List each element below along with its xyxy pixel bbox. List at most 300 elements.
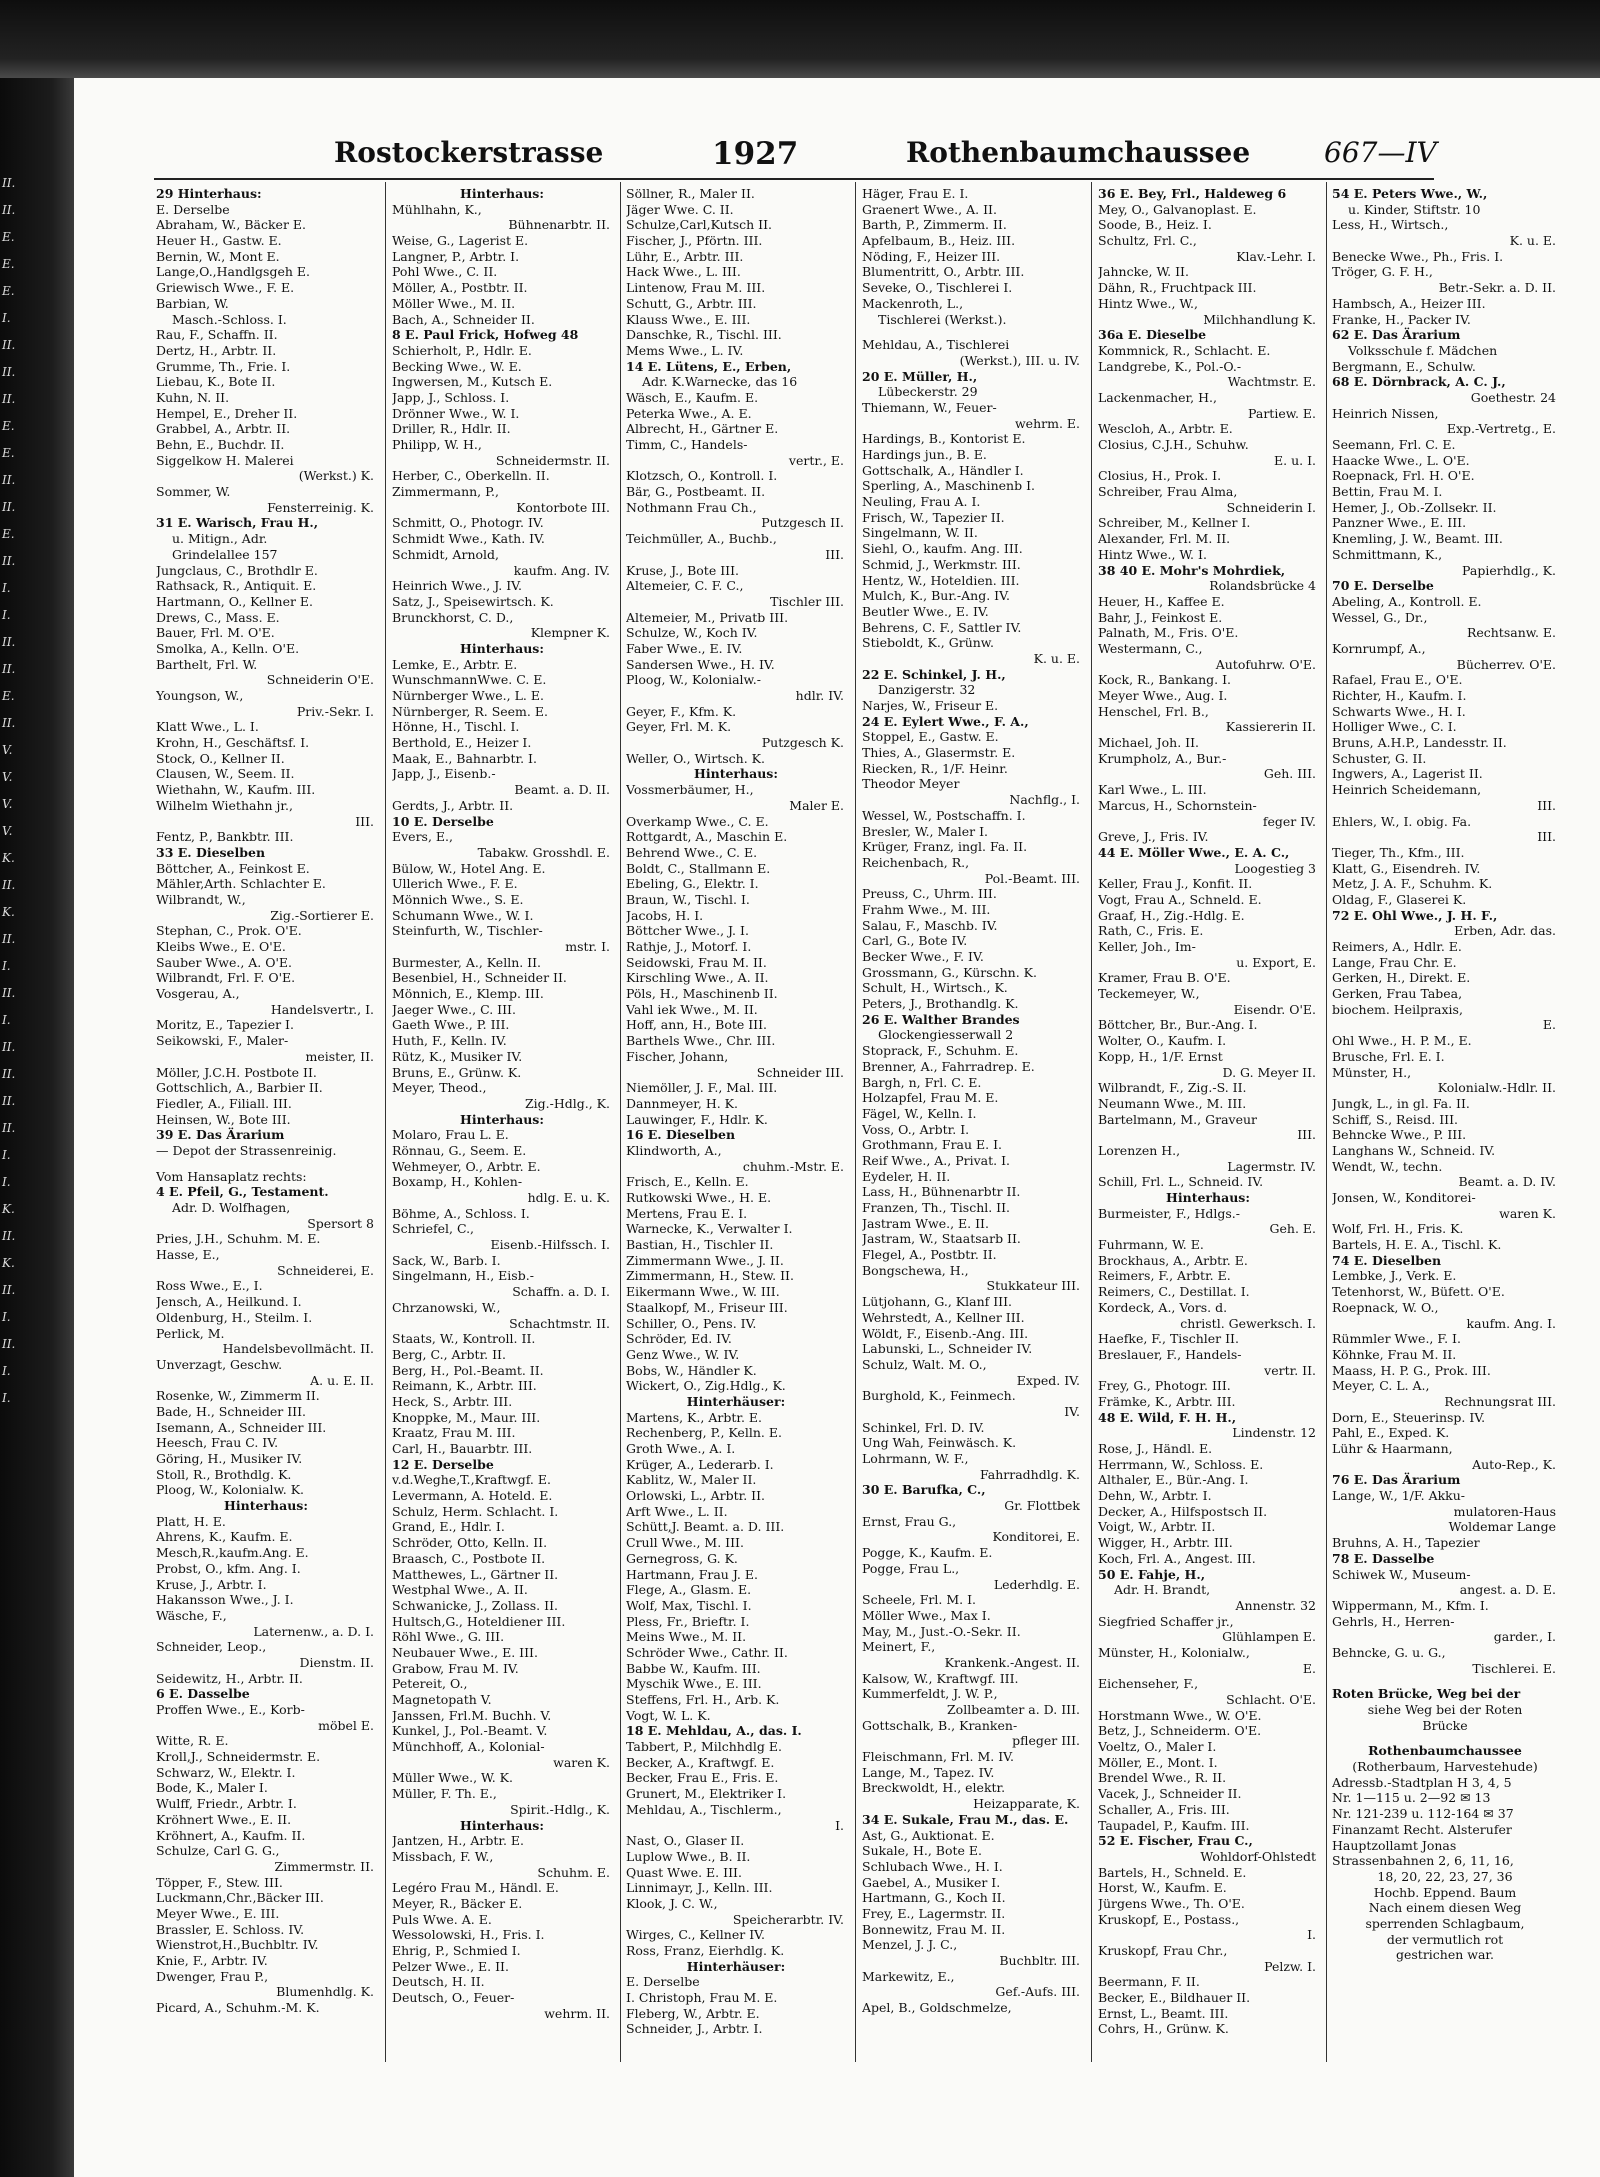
directory-entry: Becker, E., Bildhauer II. bbox=[1098, 1990, 1251, 2006]
directory-entry: Barth, P., Zimmerm. II. bbox=[862, 217, 1007, 233]
directory-entry: Krankenk.-Angest. II. bbox=[944, 1654, 1080, 1670]
directory-entry: Flege, A., Glasm. E. bbox=[626, 1582, 752, 1598]
column-5 bbox=[1098, 186, 1318, 2037]
entry-heading: 8 E. Paul Frick, Hofweg 48 bbox=[392, 327, 579, 343]
directory-entry: Kraatz, Frau M. III. bbox=[392, 1425, 516, 1441]
directory-entry: Overkamp Wwe., C. E. bbox=[626, 813, 769, 829]
directory-entry: Kunkel, J., Pol.-Beamt. V. bbox=[392, 1723, 548, 1739]
directory-entry: Breckwoldt, H., elektr. bbox=[862, 1780, 1006, 1796]
column-divider bbox=[855, 182, 856, 2062]
directory-entry: kaufm. Ang. I. bbox=[1466, 1315, 1556, 1331]
directory-entry: Hintz Wwe., W., bbox=[1098, 295, 1199, 311]
directory-entry: Fleischmann, Frl. M. IV. bbox=[862, 1749, 1014, 1765]
directory-entry: Bruns, E., Grünw. K. bbox=[392, 1064, 522, 1080]
directory-entry: Seikowski, F., Maler- bbox=[156, 1033, 289, 1049]
directory-entry: Sack, W., Barb. I. bbox=[392, 1252, 501, 1268]
margin-letter: K. bbox=[2, 905, 15, 919]
directory-entry: Wessel, G., Dr., bbox=[1332, 609, 1428, 625]
directory-entry: Stoprack, F., Schuhm. E. bbox=[862, 1043, 1019, 1059]
directory-entry: Jacobs, H. I. bbox=[626, 907, 704, 923]
directory-entry: Wilhelm Wiethahn jr., bbox=[156, 797, 293, 813]
directory-entry: Göring, H., Musiker IV. bbox=[156, 1451, 303, 1466]
directory-entry: Kramer, Frau B. O'E. bbox=[1098, 970, 1231, 986]
directory-entry: Lohrmann, W. F., bbox=[862, 1451, 969, 1466]
margin-letter: II. bbox=[2, 500, 16, 514]
directory-entry: Lübeckerstr. 29 bbox=[878, 384, 978, 400]
directory-entry: hdlg. E. u. K. bbox=[527, 1190, 610, 1205]
directory-entry: Wendt, W., techn. bbox=[1332, 1158, 1443, 1174]
directory-entry: Schumann Wwe., W. I. bbox=[392, 907, 534, 923]
directory-entry: Eydeler, H. II. bbox=[862, 1168, 951, 1184]
directory-entry: Beermann, F. II. bbox=[1098, 1974, 1200, 1990]
directory-entry bbox=[1332, 1676, 1558, 1686]
directory-entry: Schierholt, P., Hdlr. E. bbox=[392, 342, 532, 358]
margin-letter: II. bbox=[2, 1229, 16, 1243]
directory-entry: Putzgesch II. bbox=[761, 515, 844, 531]
directory-entry: Preuss, C., Uhrm. III. bbox=[862, 886, 997, 902]
margin-letter: K. bbox=[2, 1256, 15, 1270]
directory-entry: Brunckhorst, C. D., bbox=[392, 609, 514, 625]
directory-entry: Burghold, K., Feinmech. bbox=[862, 1388, 1016, 1404]
directory-entry: Holzapfel, Frau M. E. bbox=[862, 1090, 999, 1106]
margin-letter: I. bbox=[2, 1148, 11, 1162]
directory-entry: Reimers, F., Arbtr. E. bbox=[1098, 1268, 1231, 1284]
directory-entry: Stukkateur III. bbox=[986, 1278, 1080, 1294]
directory-entry: Burmester, A., Kelln. II. bbox=[392, 954, 542, 970]
directory-entry: Wachtmstr. E. bbox=[1227, 374, 1316, 390]
entry-heading: Hinterhaus: bbox=[460, 640, 544, 656]
directory-entry: Berg, C., Arbtr. II. bbox=[392, 1346, 506, 1362]
directory-entry: III. bbox=[1537, 829, 1556, 845]
directory-entry: Sauber Wwe., A. O'E. bbox=[156, 954, 293, 970]
directory-entry: Westphal Wwe., A. II. bbox=[392, 1582, 528, 1598]
directory-entry: Bülow, W., Hotel Ang. E. bbox=[392, 860, 546, 876]
directory-entry: Mehldau, A., Tischlerm., bbox=[626, 1801, 782, 1817]
directory-entry: Rechnungsrat III. bbox=[1444, 1393, 1556, 1409]
directory-entry: Schneiderin O'E. bbox=[266, 672, 374, 688]
directory-entry: Schmittmann, K., bbox=[1332, 546, 1443, 562]
directory-entry: Ung Wah, Feinwäsch. K. bbox=[862, 1435, 1017, 1451]
directory-entry: Maass, H. P. G., Prok. III. bbox=[1332, 1362, 1491, 1378]
directory-entry: Rathje, J., Motorf. I. bbox=[626, 939, 752, 954]
directory-entry: Dähn, R., Fruchtpack III. bbox=[1098, 280, 1257, 296]
directory-entry: WunschmannWwe. C. E. bbox=[392, 672, 547, 688]
margin-letter: I. bbox=[2, 1310, 11, 1324]
directory-entry: Driller, R., Hdlr. II. bbox=[392, 421, 511, 437]
directory-entry: Stoppel, E., Gastw. E. bbox=[862, 729, 999, 745]
directory-entry: Nürnberger Wwe., L. E. bbox=[392, 688, 544, 703]
directory-entry: Tischler III. bbox=[770, 593, 844, 609]
directory-entry: Rolandsbrücke 4 bbox=[1209, 578, 1316, 594]
directory-entry: Schulze,Carl,Kutsch II. bbox=[626, 217, 773, 233]
directory-entry: Bauer, Frl. M. O'E. bbox=[156, 625, 275, 641]
entry-heading: 6 E. Dasselbe bbox=[156, 1686, 250, 1702]
directory-entry: Thiemann, W., Feuer- bbox=[862, 399, 997, 415]
directory-entry: Bär, G., Postbeamt. II. bbox=[626, 484, 766, 500]
entry-heading: 54 E. Peters Wwe., W., bbox=[1332, 186, 1488, 201]
directory-entry: Chrzanowski, W., bbox=[392, 1299, 501, 1315]
directory-entry: Müller Wwe., W. K. bbox=[392, 1770, 513, 1786]
margin-letter: I. bbox=[2, 311, 11, 325]
column-3 bbox=[626, 186, 846, 2037]
directory-entry: E. Derselbe bbox=[626, 1974, 700, 1990]
directory-entry: Hack Wwe., L. III. bbox=[626, 264, 741, 280]
directory-entry: pfleger III. bbox=[1012, 1733, 1080, 1749]
directory-entry: chuhm.-Mstr. E. bbox=[742, 1158, 844, 1174]
directory-entry: Berthold, E., Heizer I. bbox=[392, 735, 532, 751]
directory-entry: Geyer, Frl. M. K. bbox=[626, 719, 732, 735]
directory-entry: Krohn, H., Geschäftsf. I. bbox=[156, 735, 310, 751]
directory-entry: Keller, Frau J., Konfit. II. bbox=[1098, 876, 1253, 892]
directory-entry: Kornrumpf, A., bbox=[1332, 640, 1426, 656]
directory-entry: u. Export, E. bbox=[1236, 954, 1316, 970]
column-divider bbox=[1091, 182, 1092, 2062]
directory-entry: Schiller, O., Pens. IV. bbox=[626, 1315, 757, 1331]
entry-heading: 68 E. Dörnbrack, A. C. J., bbox=[1332, 374, 1506, 390]
directory-entry: Gerken, Frau Tabea, bbox=[1332, 986, 1463, 1002]
directory-entry: Bücherrev. O'E. bbox=[1456, 656, 1556, 672]
directory-entry: Wigger, H., Arbtr. III. bbox=[1098, 1535, 1233, 1551]
margin-letter: E. bbox=[2, 284, 15, 298]
entry-heading: 52 E. Fischer, Frau C., bbox=[1098, 1833, 1253, 1849]
directory-entry: Levermann, A. Hoteld. E. bbox=[392, 1488, 553, 1504]
directory-entry: Schiwek W., Museum- bbox=[1332, 1566, 1471, 1582]
directory-entry: Lembke, J., Verk. E. bbox=[1332, 1268, 1457, 1284]
directory-entry: Gaeth Wwe., P. III. bbox=[392, 1017, 510, 1033]
directory-entry: Tieger, Th., Kfm., III. bbox=[1332, 844, 1465, 860]
directory-entry: Behn, E., Buchdr. II. bbox=[156, 437, 285, 452]
directory-entry: Staats, W., Kontroll. II. bbox=[392, 1331, 536, 1347]
directory-entry: Rechenberg, P., Kelln. E. bbox=[626, 1425, 782, 1441]
directory-entry: Jantzen, H., Arbtr. E. bbox=[392, 1833, 525, 1849]
directory-entry: Kruse, J., Bote III. bbox=[626, 562, 739, 578]
directory-entry: Bastian, H., Tischler II. bbox=[626, 1237, 774, 1253]
directory-entry: Haacke Wwe., L. O'E. bbox=[1332, 452, 1470, 468]
directory-entry: waren K. bbox=[1499, 1205, 1556, 1221]
directory-entry: Westermann, C., bbox=[1098, 640, 1203, 656]
margin-letter: E. bbox=[2, 446, 15, 460]
directory-entry: Zollbeamter a. D. III. bbox=[947, 1702, 1080, 1717]
directory-entry: Bartelmann, M., Graveur bbox=[1098, 1111, 1258, 1127]
directory-entry: Hasse, E., bbox=[156, 1247, 220, 1263]
directory-entry: Meinert, F., bbox=[862, 1639, 936, 1655]
directory-entry: Fleberg, W., Arbtr. E. bbox=[626, 2005, 760, 2021]
entry-heading: 24 E. Eylert Wwe., F. A., bbox=[862, 713, 1029, 729]
directory-entry: Schneider III. bbox=[756, 1064, 844, 1080]
directory-entry: Priv.-Sekr. I. bbox=[296, 703, 374, 719]
entry-heading: 22 E. Schinkel, J. H., bbox=[862, 666, 1006, 682]
directory-entry: Mulch, K., Bur.-Ang. IV. bbox=[862, 588, 1010, 604]
directory-entry: Schneiderin I. bbox=[1226, 499, 1316, 515]
directory-entry: Lange, W., 1/F. Akku- bbox=[1332, 1488, 1466, 1504]
directory-entry: (Rotherbaum, Harvestehude) bbox=[1352, 1759, 1538, 1775]
directory-entry: Hartmann, O., Kellner E. bbox=[156, 593, 314, 609]
margin-letter: K. bbox=[2, 851, 15, 865]
directory-entry: Schwarts Wwe., H. I. bbox=[1332, 703, 1466, 719]
directory-entry: Lange,O.,Handlgsgeh E. bbox=[156, 264, 310, 280]
directory-entry: Schwarz, W., Elektr. I. bbox=[156, 1764, 296, 1780]
directory-entry: Warnecke, K., Verwalter I. bbox=[626, 1221, 793, 1237]
directory-entry: Rau, F., Schaffn. II. bbox=[156, 327, 278, 343]
directory-entry: Kassiererin II. bbox=[1225, 719, 1316, 735]
directory-entry: Lindenstr. 12 bbox=[1232, 1425, 1316, 1441]
directory-entry: Bruns, A.H.P., Landesstr. II. bbox=[1332, 735, 1507, 751]
margin-letter: II. bbox=[2, 635, 16, 649]
directory-entry: Gottschalk, A., Händler I. bbox=[862, 462, 1024, 478]
directory-entry: Heinrich Nissen, bbox=[1332, 405, 1439, 421]
entry-heading: Hinterhaus: bbox=[460, 1111, 544, 1127]
directory-entry: Gef.-Aufs. III. bbox=[995, 1984, 1080, 2000]
column-2 bbox=[392, 186, 612, 2021]
directory-entry: Lühr, E., Arbtr. III. bbox=[626, 248, 744, 264]
directory-entry: Abraham, W., Bäcker E. bbox=[156, 217, 306, 233]
directory-entry: Hauptzollamt Jonas bbox=[1332, 1837, 1457, 1853]
directory-entry: Meyer, C. L. A., bbox=[1332, 1378, 1430, 1394]
directory-entry: Wessel, W., Postschaffn. I. bbox=[862, 807, 1026, 823]
directory-entry: Gerken, H., Direkt. E. bbox=[1332, 970, 1471, 986]
directory-entry: Tabakw. Grosshdl. E. bbox=[477, 844, 610, 860]
directory-entry: Hintz Wwe., W. I. bbox=[1098, 546, 1207, 562]
directory-entry: Kroll,J., Schneidermstr. E. bbox=[156, 1749, 321, 1765]
directory-entry: Mertens, Frau E. I. bbox=[626, 1205, 748, 1221]
directory-entry: Less, H., Wirtsch., bbox=[1332, 217, 1449, 233]
directory-entry: Rafael, Frau E., O'E. bbox=[1332, 672, 1463, 688]
directory-entry: Fensterreinig. K. bbox=[267, 499, 374, 515]
directory-entry: Koch, Frl. A., Angest. III. bbox=[1098, 1550, 1256, 1566]
entry-heading: 34 E. Sukale, Frau M., das. E. bbox=[862, 1811, 1069, 1827]
directory-entry: Bobs, W., Händler K. bbox=[626, 1362, 757, 1378]
margin-letter: II. bbox=[2, 176, 16, 190]
directory-entry: Mesch,R.,kaufm.Ang. E. bbox=[156, 1545, 309, 1561]
directory-entry: Oldag, F., Glaserei K. bbox=[1332, 891, 1467, 907]
directory-entry: Richter, H., Kaufm. I. bbox=[1332, 688, 1467, 703]
directory-entry: Kröhnert Wwe., E. II. bbox=[156, 1811, 292, 1827]
directory-entry: Schiff, S., Reisd. III. bbox=[1332, 1111, 1458, 1127]
directory-entry: Grabow, Frau M. IV. bbox=[392, 1660, 519, 1676]
directory-entry: Altemeier, M., Privatb III. bbox=[626, 609, 789, 625]
directory-entry: Matthewes, L., Gärtner II. bbox=[392, 1566, 559, 1582]
directory-entry: Wohldorf-Ohlstedt bbox=[1200, 1848, 1316, 1864]
directory-entry: Nr. 1—115 u. 2—92 ✉ 13 bbox=[1332, 1790, 1491, 1806]
directory-entry: Reimers, C., Destillat. I. bbox=[1098, 1284, 1250, 1300]
directory-entry: Menzel, J. J. C., bbox=[862, 1937, 958, 1953]
directory-entry: Goethestr. 24 bbox=[1470, 389, 1556, 405]
directory-entry: Boxamp, H., Kohlen- bbox=[392, 1174, 523, 1190]
directory-entry: Kalsow, W., Kraftwgf. III. bbox=[862, 1670, 1019, 1686]
directory-entry: Pelzer Wwe., E. II. bbox=[392, 1958, 509, 1974]
directory-entry: Möller, E., Mont. I. bbox=[1098, 1754, 1218, 1770]
directory-entry: Rosenke, W., Zimmerm II. bbox=[156, 1388, 320, 1404]
entry-heading: 36a E. Dieselbe bbox=[1098, 327, 1207, 343]
entry-heading: 31 E. Warisch, Frau H., bbox=[156, 515, 319, 531]
entry-heading: 72 E. Ohl Wwe., J. H. F., bbox=[1332, 907, 1498, 923]
entry-heading: 48 E. Wild, F. H. H., bbox=[1098, 1409, 1237, 1425]
directory-entry: Herber, C., Oberkelln. II. bbox=[392, 468, 550, 484]
directory-entry: IV. bbox=[1064, 1403, 1080, 1419]
directory-entry: Babbe W., Kaufm. III. bbox=[626, 1660, 761, 1676]
directory-entry: Fischer, J., Pförtn. III. bbox=[626, 233, 763, 249]
directory-entry: Staalkopf, M., Friseur III. bbox=[626, 1299, 788, 1315]
directory-entry: Wulff, Friedr., Arbtr. I. bbox=[156, 1796, 297, 1812]
directory-entry: Horst, W., Kaufm. E. bbox=[1098, 1880, 1227, 1896]
directory-entry: Müller, F. Th. E., bbox=[392, 1786, 497, 1802]
directory-entry: Barthelt, Frl. W. bbox=[156, 656, 258, 672]
directory-entry: Molaro, Frau L. E. bbox=[392, 1127, 509, 1143]
directory-entry: Wolf, Max, Tischl. I. bbox=[626, 1597, 752, 1613]
directory-entry: Vossmerbäumer, H., bbox=[626, 782, 754, 798]
directory-entry: Brücke bbox=[1422, 1717, 1468, 1733]
directory-entry: Barbian, W. bbox=[156, 295, 229, 311]
directory-entry: Loogestieg 3 bbox=[1234, 860, 1316, 876]
directory-entry: Clausen, W., Seem. II. bbox=[156, 766, 295, 782]
directory-entry: vertr. II. bbox=[1264, 1362, 1316, 1378]
directory-entry: Behrend Wwe., C. E. bbox=[626, 844, 758, 860]
directory-entry: Sommer, W. bbox=[156, 484, 231, 500]
directory-entry: Meins Wwe., M. II. bbox=[626, 1629, 747, 1645]
margin-letter: II. bbox=[2, 365, 16, 379]
directory-entry: Bergmann, E., Schulw. bbox=[1332, 358, 1476, 374]
directory-entry: Rütz, K., Musiker IV. bbox=[392, 1048, 523, 1064]
directory-entry: Tischlerei. E. bbox=[1472, 1660, 1556, 1676]
directory-entry: Janssen, Frl.M. Buchh. V. bbox=[392, 1707, 552, 1723]
directory-entry: Niemöller, J. F., Mal. III. bbox=[626, 1080, 778, 1096]
directory-entry: Peterka Wwe., A. E. bbox=[626, 405, 752, 421]
directory-entry: Ploog, W., Kolonialw. K. bbox=[156, 1482, 305, 1498]
directory-entry: Karl Wwe., L. III. bbox=[1098, 782, 1207, 798]
left-street-heading: Rostockerstrasse bbox=[334, 136, 604, 169]
directory-entry: Frey, G., Photogr. III. bbox=[1098, 1378, 1231, 1394]
directory-entry: Jäger Wwe. C. II. bbox=[626, 201, 734, 217]
directory-entry: (Werkst.), III. u. IV. bbox=[959, 352, 1080, 368]
directory-entry: u. Mitign., Adr. bbox=[172, 531, 268, 547]
margin-letter: I. bbox=[2, 1175, 11, 1189]
directory-entry: Reimann, K., Arbtr. III. bbox=[392, 1378, 537, 1394]
directory-entry: Frisch, W., Tapezier II. bbox=[862, 509, 1005, 525]
directory-entry: Masch.-Schloss. I. bbox=[172, 311, 287, 327]
directory-entry: Schütt,J. Beamt. a. D. III. bbox=[626, 1519, 785, 1535]
directory-entry: Graenert Wwe., A. II. bbox=[862, 201, 997, 217]
directory-entry: Kruse, J., Arbtr. I. bbox=[156, 1576, 267, 1592]
directory-entry: Neumann Wwe., M. III. bbox=[1098, 1095, 1247, 1111]
directory-entry: Adressb.-Stadtplan H 3, 4, 5 bbox=[1332, 1774, 1512, 1790]
directory-entry: Besenbiel, H., Schneider II. bbox=[392, 970, 567, 986]
directory-entry: I. bbox=[835, 1817, 844, 1833]
directory-entry: Fuhrmann, W. E. bbox=[1098, 1237, 1204, 1253]
directory-entry: Möller, A., Postbtr. II. bbox=[392, 280, 528, 296]
directory-entry: Böttcher, A., Feinkost E. bbox=[156, 860, 310, 876]
directory-entry: Franzen, Th., Tischl. II. bbox=[862, 1200, 1011, 1215]
directory-entry: Wippermann, M., Kfm. I. bbox=[1332, 1597, 1489, 1613]
directory-entry: E. Derselbe bbox=[156, 201, 230, 217]
directory-entry: Seidowski, Frau M. II. bbox=[626, 954, 767, 970]
directory-entry: Adr. D. Wolfhagen, bbox=[172, 1200, 291, 1215]
directory-entry: Mähler,Arth. Schlachter E. bbox=[156, 876, 326, 892]
directory-entry: Mehldau, A., Tischlerei bbox=[862, 337, 1010, 353]
directory-entry: Konditorei, E. bbox=[992, 1529, 1080, 1545]
directory-entry: christl. Gewerksch. I. bbox=[1180, 1315, 1316, 1331]
directory-entry: Braasch, C., Postbote II. bbox=[392, 1550, 546, 1566]
directory-entry: Klindworth, A., bbox=[626, 1142, 722, 1158]
directory-entry: Grand, E., Hdlr. I. bbox=[392, 1519, 505, 1535]
directory-entry: Adr. K.Warnecke, das 16 bbox=[642, 374, 798, 390]
directory-entry: Closius, H., Prok. I. bbox=[1098, 468, 1222, 484]
directory-entry: Exp.-Vertretg., E. bbox=[1446, 421, 1556, 437]
directory-entry: Legéro Frau M., Händl. E. bbox=[392, 1880, 559, 1896]
directory-entry: Häger, Frau E. I. bbox=[862, 186, 969, 201]
margin-letter: I. bbox=[2, 608, 11, 622]
directory-entry: Gehrls, H., Herren- bbox=[1332, 1613, 1455, 1629]
directory-entry: Marcus, H., Schornstein- bbox=[1098, 797, 1257, 813]
directory-entry: Heinrich Wwe., J. IV. bbox=[392, 578, 522, 594]
margin-letter: II. bbox=[2, 1094, 16, 1108]
directory-entry: Lange, Frau Chr. E. bbox=[1332, 954, 1457, 970]
directory-entry: Weller, O., Wirtsch. K. bbox=[626, 750, 765, 766]
directory-entry: Magnetopath V. bbox=[392, 1692, 492, 1707]
directory-entry: Beamt. a. D. IV. bbox=[1458, 1174, 1556, 1190]
directory-entry: Ahrens, K., Kaufm. E. bbox=[156, 1529, 293, 1545]
entry-heading: Hinterhaus: bbox=[460, 186, 544, 201]
directory-entry: Klempner K. bbox=[530, 625, 610, 641]
directory-entry: Krumpholz, A., Bur.- bbox=[1098, 750, 1227, 766]
directory-entry: Dehn, W., Arbtr. I. bbox=[1098, 1488, 1212, 1504]
directory-entry: Bühnenarbtr. II. bbox=[508, 217, 610, 233]
directory-entry: Vogt, W. L. K. bbox=[626, 1707, 711, 1723]
directory-entry: Groth Wwe., A. I. bbox=[626, 1441, 736, 1456]
directory-entry: Hardings jun., B. E. bbox=[862, 447, 987, 462]
directory-entry: Boldt, C., Stallmann E. bbox=[626, 860, 771, 876]
directory-entry: Bargh, n, Frl. C. E. bbox=[862, 1074, 982, 1090]
directory-entry: Speicherarbtr. IV. bbox=[732, 1911, 844, 1927]
directory-entry: Lintenow, Frau M. III. bbox=[626, 280, 766, 296]
directory-entry: Volksschule f. Mädchen bbox=[1348, 342, 1498, 358]
directory-entry: Möller Wwe., M. II. bbox=[392, 295, 516, 311]
directory-entry: Nürnberger, R. Seem. E. bbox=[392, 703, 548, 719]
directory-entry: Strassenbahnen 2, 6, 11, 16, bbox=[1332, 1853, 1514, 1869]
directory-entry: Behrens, C. F., Sattler IV. bbox=[862, 619, 1022, 635]
entry-heading: 33 E. Dieselben bbox=[156, 844, 266, 860]
directory-entry: Lemke, E., Arbtr. E. bbox=[392, 656, 518, 672]
directory-entry: Kontorbote III. bbox=[516, 499, 610, 515]
right-street-heading: Rothenbaumchaussee bbox=[906, 136, 1251, 169]
directory-entry: Mönnich Wwe., S. E. bbox=[392, 891, 524, 907]
directory-entry: Unverzagt, Geschw. bbox=[156, 1356, 283, 1372]
directory-entry: Beutler Wwe., E. IV. bbox=[862, 603, 989, 619]
directory-entry: Schulze, Carl G. G., bbox=[156, 1843, 280, 1859]
directory-entry: Klotzsch, O., Kontroll. I. bbox=[626, 468, 778, 484]
directory-entry: Bongschewa, H., bbox=[862, 1262, 969, 1278]
directory-entry: Nach einem diesen Weg bbox=[1368, 1900, 1522, 1916]
directory-entry: Genz Wwe., W. IV. bbox=[626, 1346, 740, 1362]
directory-entry: Ast, G., Auktionat. E. bbox=[862, 1827, 995, 1843]
directory-entry: Rathsack, R., Antiquit. E. bbox=[156, 578, 317, 594]
directory-entry: Isemann, A., Schneider III. bbox=[156, 1419, 327, 1435]
directory-entry: der vermutlich rot bbox=[1386, 1931, 1504, 1947]
directory-entry: Brusche, Frl. E. I. bbox=[1332, 1048, 1445, 1064]
directory-entry: Peters, J., Brothandlg. K. bbox=[862, 996, 1019, 1012]
directory-entry: Gaebel, A., Musiker I. bbox=[862, 1874, 1001, 1890]
directory-entry: Münster, H., Kolonialw., bbox=[1098, 1644, 1250, 1660]
directory-entry: Meyer Wwe., E. III. bbox=[156, 1905, 280, 1921]
directory-entry: Apfelbaum, B., Heiz. III. bbox=[862, 233, 1016, 249]
directory-entry: Hochb. Eppend. Baum bbox=[1373, 1884, 1517, 1900]
directory-entry: Eisenb.-Hilfssch. I. bbox=[490, 1237, 610, 1253]
directory-entry: Wickert, O., Zig.Hdlg., K. bbox=[626, 1378, 786, 1394]
directory-entry: Roepnack, W. O., bbox=[1332, 1299, 1439, 1315]
directory-entry: Grumme, Th., Frie. I. bbox=[156, 358, 291, 374]
directory-entry: Markewitz, E., bbox=[862, 1968, 955, 1984]
directory-entry: Carl, G., Bote IV. bbox=[862, 933, 968, 949]
directory-entry: Evers, E., bbox=[392, 829, 453, 845]
